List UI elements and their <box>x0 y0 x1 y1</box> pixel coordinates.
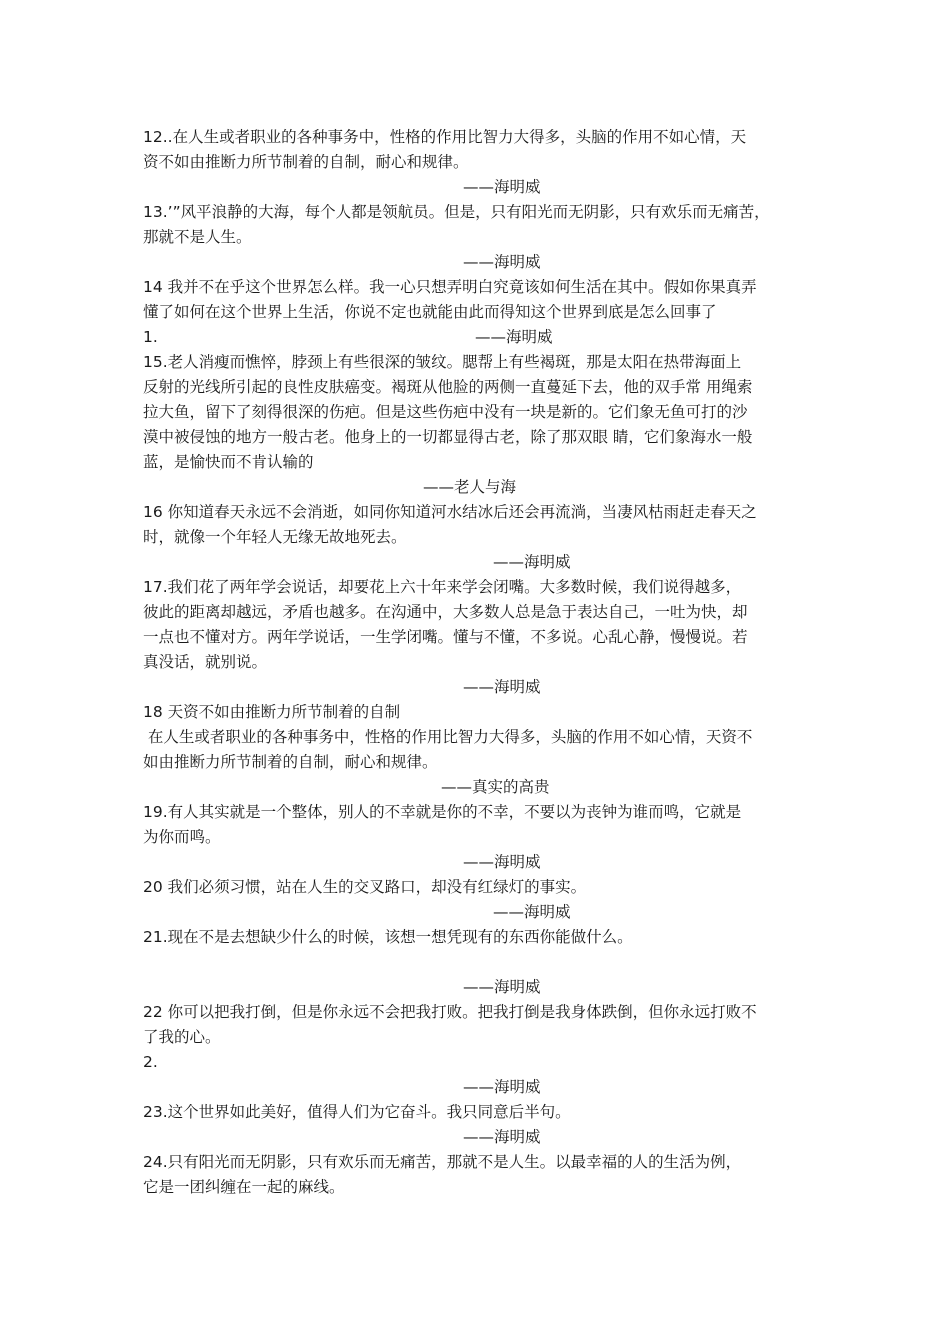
text-line: 懂了如何在这个世界上生活，你说不定也就能由此而得知这个世界到底是怎么回事了 <box>143 303 717 321</box>
text-line: 23.这个世界如此美好，值得人们为它奋斗。我只同意后半句。 <box>143 1103 571 1121</box>
attribution-text: ——海明威 <box>493 553 571 571</box>
quote-attribution <box>143 900 818 925</box>
attribution-text: ——海明威 <box>463 978 541 996</box>
text-line: 20 我们必须习惯，站在人生的交叉路口，却没有红绿灯的事实。 <box>143 878 587 896</box>
text-line: 彼此的距离却越远，矛盾也越多。在沟通中，大多数人总是急于表达自己，一吐为快，却 <box>143 603 748 621</box>
text-line: 12..在人生或者职业的各种事务中，性格的作用比智力大得多，头脑的作用不如心情，天 <box>143 128 747 146</box>
attribution-text: ——海明威 <box>463 853 541 871</box>
quote-attribution <box>143 775 818 800</box>
text-line: 了我的心。 <box>143 1028 221 1046</box>
attribution-text: ——海明威 <box>493 903 571 921</box>
text-line: 2. <box>143 1053 158 1071</box>
text-line: 真没话，就别说。 <box>143 653 268 671</box>
text-line: 14 我并不在乎这个世界怎么样。我一心只想弄明白究竟该如何生活在其中。假如你果真弄 <box>143 278 757 296</box>
attribution-text: ——真实的高贵 <box>441 778 550 796</box>
quote-attribution <box>143 475 818 500</box>
list-number: 1. <box>143 328 158 346</box>
text-line: 时，就像一个年轻人无缘无故地死去。 <box>143 528 407 546</box>
attribution-text: ——海明威 <box>463 678 541 696</box>
text-line: 那就不是人生。 <box>143 228 252 246</box>
text-line: 16 你知道春天永远不会消逝，如同你知道河水结冰后还会再流淌，当凄风枯雨赶走春天之 <box>143 503 757 521</box>
quote-attribution <box>143 175 818 200</box>
attribution-text: ——老人与海 <box>423 478 517 496</box>
text-line: 22 你可以把我打倒，但是你永远不会把我打败。把我打倒是我身体跌倒，但你永远打败不 <box>143 1003 757 1021</box>
text-line: 资不如由推断力所节制着的自制，耐心和规律。 <box>143 153 469 171</box>
quote-attribution <box>143 1125 818 1150</box>
text-line: 13.’”风平浪静的大海，每个人都是领航员。但是，只有阳光而无阴影，只有欢乐而无痛苦， <box>143 203 770 221</box>
quote-attribution <box>143 550 818 575</box>
text-line: 拉大鱼，留下了刻得很深的伤疤。但是这些伤疤中没有一块是新的。它们象无鱼可打的沙 <box>143 403 748 421</box>
quote-attribution <box>143 250 818 275</box>
text-line: 21.现在不是去想缺少什么的时候，该想一想凭现有的东西你能做什么。 <box>143 928 633 946</box>
text-line: 18 天资不如由推断力所节制着的自制 <box>143 703 401 721</box>
text-line: 为你而鸣。 <box>143 828 221 846</box>
text-line: 17.我们花了两年学会说话，却要花上六十年来学会闭嘴。大多数时候，我们说得越多， <box>143 578 742 596</box>
text-line: 蓝，是愉快而不肯认输的 <box>143 453 314 471</box>
quote-attribution <box>143 1075 818 1100</box>
text-line: 它是一团纠缠在一起的麻线。 <box>143 1178 345 1196</box>
attribution-text: ——海明威 <box>463 253 541 271</box>
text-line: 漠中被侵蚀的地方一般古老。他身上的一切都显得古老，除了那双眼 睛，它们象海水一般 <box>143 428 753 446</box>
attribution-text: ——海明威 <box>463 178 541 196</box>
quote-attribution <box>143 975 818 1000</box>
attribution-text: ——海明威 <box>463 1128 541 1146</box>
quote-attribution <box>143 850 818 875</box>
text-line: 如由推断力所节制着的自制，耐心和规律。 <box>143 753 438 771</box>
text-line: 反射的光线所引起的良性皮肤癌变。褐斑从他脸的两侧一直蔓延下去，他的双手常 用绳索 <box>143 378 753 396</box>
quote-attribution <box>143 675 818 700</box>
document-body <box>143 125 818 1200</box>
attribution-text: ——海明威 <box>463 1078 541 1096</box>
quote-attribution <box>143 325 818 350</box>
text-line: 在人生或者职业的各种事务中，性格的作用比智力大得多，头脑的作用不如心情，天资不 <box>143 728 753 746</box>
blank-line <box>143 950 818 975</box>
attribution-text: ——海明威 <box>475 328 553 346</box>
text-line: 一点也不懂对方。两年学说话，一生学闭嘴。懂与不懂，不多说。心乱心静，慢慢说。若 <box>143 628 748 646</box>
text-line: 24.只有阳光而无阴影，只有欢乐而无痛苦，那就不是人生。以最幸福的人的生活为例， <box>143 1153 742 1171</box>
text-line: 19.有人其实就是一个整体，别人的不幸就是你的不幸，不要以为丧钟为谁而鸣，它就是 <box>143 803 742 821</box>
text-line: 15.老人消瘦而憔悴，脖颈上有些很深的皱纹。腮帮上有些褐斑，那是太阳在热带海面上 <box>143 353 742 371</box>
